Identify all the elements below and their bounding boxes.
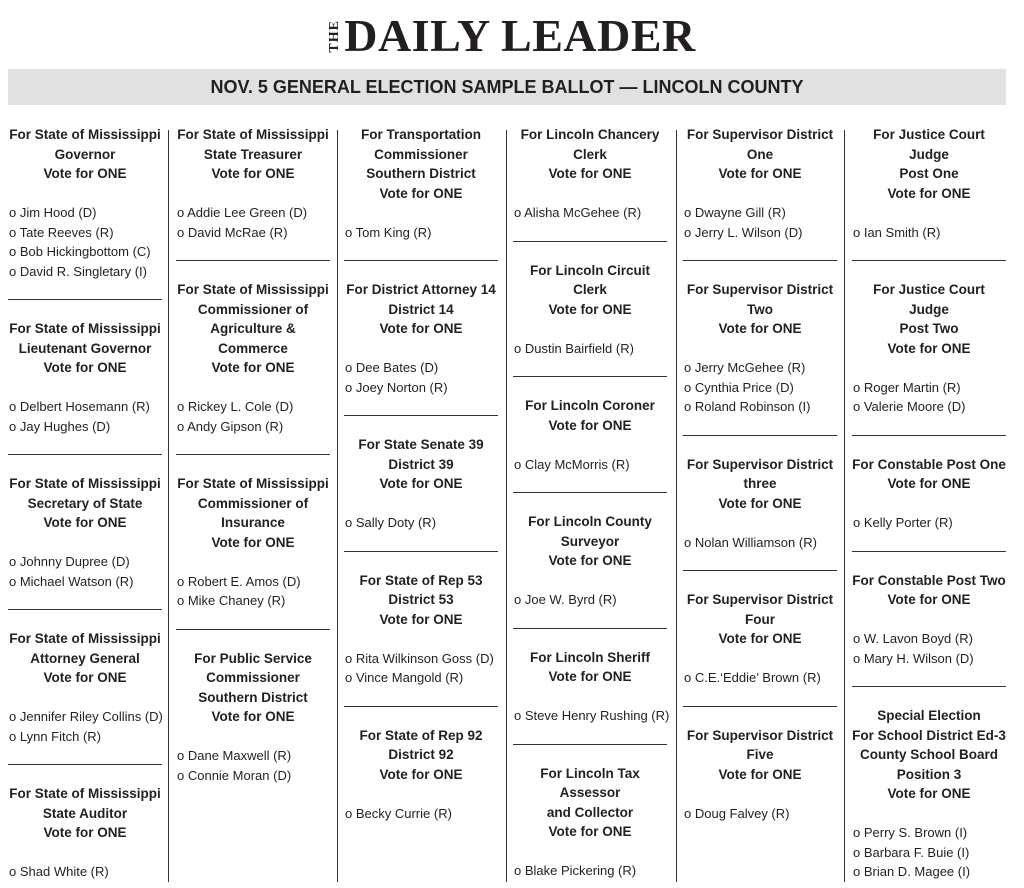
race-block: [344, 434, 498, 533]
candidate-option: o Mary H. Wilson (D): [853, 649, 1006, 669]
candidate-list: [176, 746, 330, 785]
candidate-option: o Jennifer Riley Collins (D): [9, 707, 162, 727]
race-separator: [8, 764, 162, 765]
candidate-option: o Shad White (R): [9, 862, 162, 882]
race-heading: [683, 125, 837, 184]
race-heading-line: Vote for ONE: [887, 340, 971, 356]
candidate-option: o Tate Reeves (R): [9, 223, 162, 243]
race-heading: [344, 571, 498, 630]
candidate-list: [176, 572, 330, 611]
race-heading-line: Vote for ONE: [43, 515, 127, 530]
race-separator: [852, 686, 1006, 687]
candidate-option: o Mike Chaney (R): [177, 591, 330, 611]
race-heading-line: For District Attorney 14: [346, 282, 496, 297]
race-heading-line: Vote for ONE: [887, 185, 971, 201]
race-heading-line: For State of Rep 92: [359, 727, 483, 743]
candidate-option: o Vince Mangold (R): [345, 668, 498, 688]
race-block: [683, 589, 837, 688]
candidate-list: [683, 358, 837, 417]
race-separator: [176, 629, 330, 630]
ballot-column-2: [176, 124, 330, 886]
candidate-list: [852, 629, 1006, 668]
race-heading-line: For Lincoln Sheriff: [530, 649, 650, 665]
race-heading-line: Vote for ONE: [43, 166, 127, 181]
candidate-list: [513, 203, 667, 223]
candidate-option: o Blake Pickering (R): [514, 861, 667, 881]
candidate-list: [8, 552, 162, 591]
race-heading: [852, 706, 1006, 804]
candidate-list: [852, 513, 1006, 533]
race-block: [344, 570, 498, 688]
race-separator: [344, 706, 498, 707]
race-heading: [683, 726, 837, 785]
race-block: [176, 279, 330, 436]
race-separator: [683, 570, 837, 571]
race-heading-line: Insurance: [221, 515, 285, 530]
race-heading: [176, 474, 330, 552]
candidate-list: [852, 378, 1006, 417]
race-heading-line: Post Two: [899, 321, 959, 336]
race-separator: [852, 435, 1006, 436]
candidate-option: o David R. Singletary (I): [9, 262, 162, 282]
race-heading-line: Surveyor: [560, 533, 620, 549]
race-heading-line: For Lincoln Circuit Clerk: [530, 262, 650, 297]
race-heading-line: Vote for ONE: [211, 360, 295, 375]
candidate-option: o Sally Doty (R): [345, 513, 498, 533]
race-heading-line: Five: [746, 747, 774, 762]
race-heading: [683, 590, 837, 649]
candidate-option: o Alisha McGehee (R): [514, 203, 667, 223]
race-separator: [8, 609, 162, 610]
race-separator: [513, 744, 667, 745]
race-heading-line: County School Board: [860, 747, 998, 762]
race-heading-line: Vote for ONE: [379, 476, 463, 491]
race-heading-line: For State of Mississippi: [9, 476, 161, 491]
candidate-option: o Tom King (R): [345, 223, 498, 243]
race-heading-line: For Lincoln Chancery: [520, 127, 660, 142]
ballot-column-4: [513, 124, 670, 886]
candidate-option: o Roger Martin (R): [853, 378, 1006, 398]
race-heading: [176, 125, 330, 184]
race-heading: [344, 125, 498, 203]
candidate-list: [513, 339, 667, 359]
candidate-option: o Delbert Hosemann (R): [9, 397, 162, 417]
candidate-list: [513, 861, 667, 881]
race-separator: [513, 492, 667, 493]
race-heading-line: Vote for ONE: [718, 631, 802, 646]
race-heading: [852, 455, 1006, 494]
race-heading-line: Vote for ONE: [379, 611, 463, 627]
race-heading-line: Four: [745, 611, 775, 627]
race-heading-line: Commissioner of: [197, 495, 309, 511]
race-heading-line: For Supervisor District: [686, 456, 834, 472]
race-heading-line: Vote for ONE: [211, 166, 295, 181]
candidate-option: o Rickey L. Cole (D): [177, 397, 330, 417]
race-heading-line: For State of Mississippi: [9, 631, 161, 646]
race-heading-line: Southern District: [366, 166, 476, 181]
race-heading: [513, 125, 667, 184]
candidate-option: o Bob Hickingbottom (C): [9, 242, 162, 262]
candidate-list: [344, 358, 498, 397]
candidate-option: o Ian Smith (R): [853, 223, 1006, 243]
race-heading: [8, 629, 162, 688]
race-heading-line: For Supervisor District: [686, 127, 834, 142]
race-separator: [852, 260, 1006, 261]
race-heading-line: Vote for ONE: [548, 301, 632, 317]
race-heading-line: District 53: [388, 592, 454, 607]
race-heading: [8, 125, 162, 184]
candidate-list: [852, 223, 1006, 243]
race-heading-line: Secretary of State: [27, 495, 143, 511]
race-heading-line: For State Senate 39: [358, 437, 484, 452]
race-heading: [683, 280, 837, 339]
race-block: [8, 473, 162, 591]
candidate-option: o Jerry McGehee (R): [684, 358, 837, 378]
candidate-list: [344, 223, 498, 243]
candidate-option: o Joe W. Byrd (R): [514, 590, 667, 610]
race-separator: [344, 260, 498, 261]
race-heading-line: Vote for ONE: [43, 360, 127, 375]
race-heading: [8, 474, 162, 533]
race-block: [683, 124, 837, 242]
race-separator: [344, 415, 498, 416]
race-heading: [8, 319, 162, 378]
race-heading-line: Vote for ONE: [548, 824, 632, 839]
candidate-list: [852, 823, 1006, 882]
candidate-list: [8, 707, 162, 746]
race-heading-line: Commissioner: [374, 146, 468, 162]
race-heading-line: Vote for ONE: [887, 592, 971, 607]
candidate-list: [513, 455, 667, 475]
race-heading-line: Governor: [54, 146, 116, 162]
race-heading-line: Two: [747, 301, 773, 317]
masthead-title: DAILY LEADER: [344, 10, 696, 61]
race-separator: [683, 260, 837, 261]
race-heading-line: For Justice Court Judge: [873, 127, 985, 162]
candidate-option: o Rita Wilkinson Goss (D): [345, 649, 498, 669]
masthead: [0, 8, 1024, 64]
candidate-option: o Dee Bates (D): [345, 358, 498, 378]
ballot-column-3: [344, 124, 498, 886]
race-heading-line: For Public Service: [194, 650, 312, 666]
candidate-option: o Barbara F. Buie (I): [853, 843, 1006, 863]
race-heading: [852, 280, 1006, 358]
ballot-column-1: [8, 124, 162, 886]
race-heading-line: For State of Mississippi: [9, 786, 161, 801]
candidate-list: [683, 668, 837, 688]
race-heading-line: For State of Mississippi: [9, 127, 161, 142]
candidate-list: [683, 804, 837, 824]
ballot-column-6: [852, 124, 1006, 886]
race-heading: [176, 280, 330, 378]
race-heading-line: Vote for ONE: [379, 321, 463, 336]
race-heading-line: For State of Mississippi: [177, 282, 329, 297]
candidate-option: o Clay McMorris (R): [514, 455, 667, 475]
race-block: [513, 647, 670, 726]
race-heading: [513, 261, 667, 320]
candidate-list: [176, 397, 330, 436]
race-heading-line: For Lincoln County: [528, 514, 652, 529]
race-heading-line: Post One: [899, 166, 959, 181]
race-separator: [513, 628, 667, 629]
race-heading-line: For State of Mississippi: [177, 476, 329, 491]
race-block: [513, 260, 667, 359]
race-heading-line: For Lincoln Tax Assessor: [540, 765, 640, 800]
column-divider: [506, 130, 507, 882]
candidate-option: o Connie Moran (D): [177, 766, 330, 786]
race-heading-line: Vote for ONE: [887, 476, 971, 491]
race-heading-line: Commissioner: [206, 670, 300, 685]
race-heading-line: Vote for ONE: [548, 417, 632, 433]
race-block: [344, 725, 498, 824]
race-heading-line: For Justice Court Judge: [873, 282, 985, 317]
race-heading-line: For Supervisor District: [686, 727, 834, 743]
candidate-option: o C.E.‘Eddie’ Brown (R): [684, 668, 837, 688]
race-separator: [8, 454, 162, 455]
race-heading-line: For Transportation: [360, 127, 481, 142]
candidate-list: [344, 513, 498, 533]
race-heading-line: Vote for ONE: [718, 766, 802, 782]
candidate-option: o Jay Hughes (D): [9, 417, 162, 437]
race-separator: [513, 376, 667, 377]
race-block: [852, 279, 1006, 417]
race-heading-line: Southern District: [198, 689, 308, 705]
masthead-the: THE: [327, 19, 343, 53]
candidate-option: o David McRae (R): [177, 223, 330, 243]
race-heading: [344, 726, 498, 785]
candidate-option: o Valerie Moore (D): [853, 397, 1006, 417]
race-separator: [176, 260, 330, 261]
candidate-list: [683, 533, 837, 553]
race-heading: [513, 396, 667, 435]
race-heading-line: Vote for ONE: [718, 495, 802, 511]
race-heading-line: For State of Mississippi: [177, 127, 329, 142]
race-block: [8, 628, 162, 746]
candidate-option: o Johnny Dupree (D): [9, 552, 162, 572]
candidate-list: [344, 649, 498, 688]
race-block: [852, 570, 1006, 669]
candidate-option: o Becky Currie (R): [345, 804, 498, 824]
race-block: [344, 124, 498, 242]
candidate-list: [344, 804, 498, 824]
race-block: [852, 124, 1006, 242]
race-heading-line: Vote for ONE: [548, 669, 632, 684]
race-separator: [683, 706, 837, 707]
candidate-option: o Andy Gipson (R): [177, 417, 330, 437]
column-divider: [337, 130, 338, 882]
race-heading-line: Commissioner of: [197, 301, 309, 317]
column-divider: [168, 130, 169, 882]
candidate-list: [8, 862, 162, 882]
race-heading-line: For State of Rep 53: [359, 572, 483, 588]
race-heading: [513, 764, 667, 842]
race-heading: [852, 571, 1006, 610]
race-heading-line: For Lincoln Coroner: [525, 398, 655, 413]
ballot-column-5: [683, 124, 837, 886]
race-separator: [8, 299, 162, 300]
ballot-banner: NOV. 5 GENERAL ELECTION SAMPLE BALLOT — LINCOLN COUNTY: [8, 69, 1006, 105]
race-block: [683, 279, 837, 417]
race-heading-line: For Supervisor District: [686, 592, 834, 607]
candidate-option: o Doug Falvey (R): [684, 804, 837, 824]
race-heading: [176, 649, 330, 727]
race-heading: [852, 125, 1006, 203]
candidate-option: o Lynn Fitch (R): [9, 727, 162, 747]
candidate-option: o Jerry L. Wilson (D): [684, 223, 837, 243]
race-heading-line: Vote for ONE: [887, 786, 971, 801]
column-divider: [844, 130, 845, 882]
race-heading-line: Vote for ONE: [43, 670, 127, 685]
race-block: [8, 124, 162, 281]
candidate-option: o Addie Lee Green (D): [177, 203, 330, 223]
race-heading-line: Attorney General: [30, 650, 140, 666]
race-block: [8, 783, 162, 882]
race-heading-line: For State of Mississippi: [9, 321, 161, 336]
race-separator: [852, 551, 1006, 552]
candidate-option: o Brian D. Magee (I): [853, 862, 1006, 882]
race-heading-line: For Supervisor District: [686, 282, 834, 297]
race-block: [683, 725, 837, 824]
race-heading-line: Agriculture &: [210, 321, 296, 336]
candidate-list: [513, 706, 670, 726]
race-heading-line: Vote for ONE: [548, 553, 632, 568]
race-heading-line: Commerce: [218, 340, 288, 356]
race-heading-line: three: [743, 476, 777, 491]
candidate-list: [176, 203, 330, 242]
race-heading: [683, 455, 837, 514]
race-heading-line: District 14: [388, 301, 454, 317]
race-block: [513, 124, 667, 223]
race-block: [176, 648, 330, 786]
race-heading-line: Position 3: [896, 766, 962, 782]
race-heading-line: District 92: [388, 747, 454, 762]
candidate-option: o Michael Watson (R): [9, 572, 162, 592]
race-heading-line: Vote for ONE: [211, 534, 295, 550]
candidate-option: o Kelly Porter (R): [853, 513, 1006, 533]
candidate-list: [683, 203, 837, 242]
candidate-option: o Perry S. Brown (I): [853, 823, 1006, 843]
candidate-option: o Dane Maxwell (R): [177, 746, 330, 766]
race-block: [852, 705, 1006, 882]
race-heading-line: For School District Ed-3: [852, 727, 1006, 743]
race-block: [8, 318, 162, 436]
race-heading-line: Special Election: [877, 708, 981, 723]
candidate-option: o W. Lavon Boyd (R): [853, 629, 1006, 649]
race-block: [513, 511, 667, 610]
race-block: [344, 279, 498, 397]
race-heading-line: Vote for ONE: [718, 166, 802, 181]
candidate-option: o Nolan Williamson (R): [684, 533, 837, 553]
candidate-option: o Robert E. Amos (D): [177, 572, 330, 592]
race-heading: [513, 512, 667, 571]
race-heading-line: Vote for ONE: [379, 185, 463, 201]
race-heading: [344, 280, 498, 339]
candidate-list: [8, 203, 162, 281]
race-heading-line: Lieutenant Governor: [18, 340, 152, 356]
race-heading: [344, 435, 498, 494]
race-heading-line: Vote for ONE: [379, 766, 463, 782]
race-heading-line: State Auditor: [42, 805, 128, 821]
candidate-option: o Dwayne Gill (R): [684, 203, 837, 223]
race-heading: [513, 648, 667, 687]
race-separator: [176, 454, 330, 455]
race-block: [683, 454, 837, 553]
race-block: [852, 454, 1006, 533]
candidate-option: o Roland Robinson (I): [684, 397, 837, 417]
candidate-option: o Jim Hood (D): [9, 203, 162, 223]
race-separator: [344, 551, 498, 552]
race-heading-line: Clerk: [573, 146, 607, 162]
race-heading-line: District 39: [388, 456, 454, 472]
race-heading-line: and Collector: [546, 804, 634, 820]
race-separator: [513, 241, 667, 242]
race-block: [513, 763, 667, 881]
race-heading-line: For Constable Post One: [852, 456, 1006, 472]
race-block: [513, 395, 667, 474]
candidate-list: [513, 590, 667, 610]
candidate-list: [8, 397, 162, 436]
race-heading-line: Vote for ONE: [43, 825, 127, 840]
race-heading-line: State Treasurer: [203, 146, 303, 162]
candidate-option: o Dustin Bairfield (R): [514, 339, 667, 359]
candidate-option: o Joey Norton (R): [345, 378, 498, 398]
candidate-option: o Cynthia Price (D): [684, 378, 837, 398]
race-heading: [8, 784, 162, 843]
race-separator: [683, 435, 837, 436]
race-block: [176, 124, 330, 242]
race-heading-line: Vote for ONE: [211, 709, 295, 724]
column-divider: [676, 130, 677, 882]
race-heading-line: Vote for ONE: [548, 166, 632, 181]
race-block: [176, 473, 330, 611]
race-heading-line: One: [746, 146, 774, 162]
race-heading-line: For Constable Post Two: [852, 572, 1006, 588]
candidate-option: o Steve Henry Rushing (R): [514, 706, 667, 726]
race-heading-line: Vote for ONE: [718, 321, 802, 336]
